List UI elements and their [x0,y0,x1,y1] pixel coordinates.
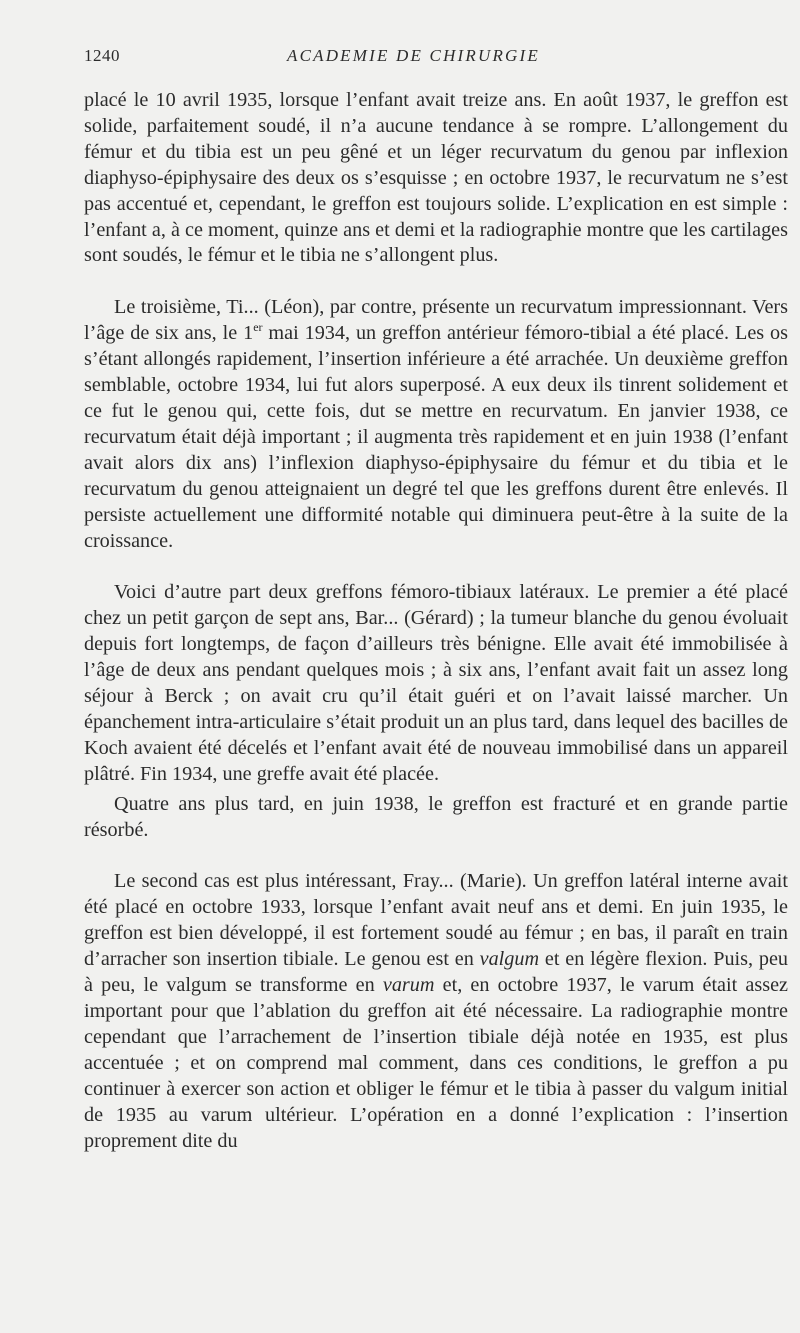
paragraph-gap [84,843,788,869]
paragraph-5-text-a: Le second cas est plus intéressant, Fray... (Marie). Un greffon latéral interne avait été placé en octobre 1933, lorsque l’enfant avait neuf ans et demi. En juin 1935, le greffon est bien développé, il est fortement soudé au fémur ; en bas, il paraît en train d’arracher son insertion tibiale. Le genou est en [84,870,788,971]
page-number: 1240 [84,46,120,65]
paragraph-2-text-a: Le troisième, Ti... (Léon), par contre, présente un recurvatum impressionnant. Vers l’âge de six ans, le 1 [84,296,788,345]
page-header [84,46,764,70]
paragraph-2 [84,295,788,554]
paragraph-4 [84,792,788,844]
paragraph-4-text: Quatre ans plus tard, en juin 1938, le greffon est fracturé et en grande partie résorbé. [84,792,788,841]
term-varum: varum [382,974,435,997]
paragraph-2-text-b: mai 1934, un greffon antérieur fémoro-tibial a été placé. Les os s’étant allongés rapidement, l’insertion inférieure a été arrachée. Un deuxième greffon semblable, octobre 1934, lui fut alors superposé. A eux deux ils tinrent solidement et ce fut le genou qui, cette fois, dut se mettre en recurvatum. En janvier 1938, ce recurvatum était déjà important ; il augmenta très rapidement et en juin 1938 (l’enfant avait alors dix ans) l’inflexion diaphyso-épiphysaire du fémur et du tibia et le recurvatum du genou atteignaient un degré tel que les greffons durent être enlevés. Il persiste actuellement une difformité notable qui diminuera peut-être à la suite de la croissance. [84,322,789,552]
paragraph-1 [84,88,788,269]
term-valgum: valgum [479,948,540,971]
paragraph-5-text-c: et, en octobre 1937, le varum était assez important pour que l’ablation du greffon ait été nécessaire. La radiographie montre cependant que l’arrachement de l’insertion tibiale déjà notée en 1935, est plus accentuée ; et on comprend mal comment, dans ces conditions, le greffon a pu continuer à exercer son action et obliger le fémur et le tibia à passer du valgum initial de 1935 au varum ultérieur. L’opération en a donné l’explication : l’insertion proprement dite du [84,974,789,1152]
paragraph-3 [84,580,788,787]
running-title: ACADEMIE DE CHIRURGIE [287,46,540,65]
body-text [84,88,788,1154]
superscript-er: er [253,320,263,335]
paragraph-gap [84,554,788,580]
paragraph-3-text: Voici d’autre part deux greffons fémoro-tibiaux latéraux. Le premier a été placé chez un petit garçon de sept ans, Bar... (Gérard) ; la tumeur blanche du genou évoluait depuis fort longtemps, de façon d’ailleurs très bénigne. Elle avait été immobilisée à l’âge de deux ans pendant quelques mois ; à six ans, l’enfant avait fait un assez long séjour à Berck ; on avait cru qu’il était guéri et on l’avait laissé marcher. Un épanchement intra-articulaire s’était produit un an plus tard, dans lequel des bacilles de Koch avaient été décelés et l’enfant avait été de nouveau immobilisé dans un appareil plâtré. Fin 1934, une greffe avait été placée. [84,581,788,785]
paragraph-5 [84,869,788,1154]
paragraph-1-text: placé le 10 avril 1935, lorsque l’enfant avait treize ans. En août 1937, le greffon est solide, parfaitement soudé, il n’a aucune tendance à se rompre. L’allongement du fémur et du tibia est un peu gêné et un léger recurvatum du genou par inflexion diaphyso-épiphysaire des deux os s’esquisse ; en octobre 1937, le recurvatum ne s’est pas accentué et, cependant, le greffon est toujours solide. L’explication en est simple : l’enfant a, à ce moment, quinze ans et demi et la radiographie montre que les cartilages sont soudés, le fémur et le tibia ne s’allongent plus. [84,89,788,267]
paragraph-gap [84,269,788,295]
paragraph-5-text-b: et en légère flexion. Puis, peu à peu, le valgum se transforme en [84,948,789,997]
